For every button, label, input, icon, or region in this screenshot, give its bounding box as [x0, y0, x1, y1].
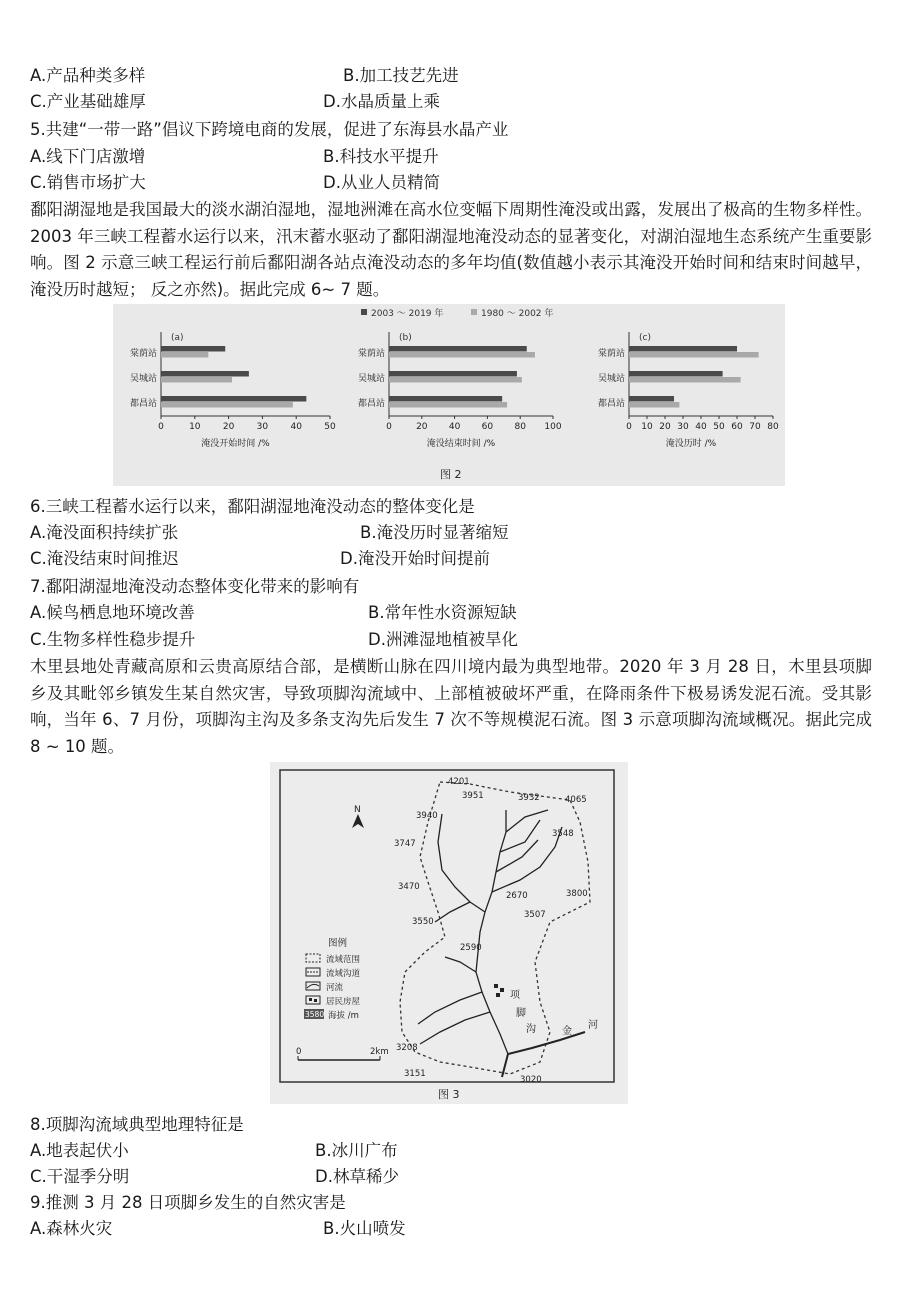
- tick-label: 40: [290, 422, 302, 432]
- tick-label: 0: [386, 422, 392, 432]
- tick-label: 0: [626, 422, 632, 432]
- elev-label: 2670: [506, 891, 528, 901]
- q8-option-d: D.林草稀少: [315, 1167, 399, 1186]
- q9-option-a: A.森林火灾: [30, 1219, 113, 1238]
- svg-text:N: N: [354, 805, 361, 815]
- bar: [161, 346, 225, 352]
- tick-label: 30: [256, 422, 269, 432]
- q7-stem: 7.鄱阳湖湿地淹没动态整体变化带来的影响有: [30, 577, 360, 596]
- elev-label: 3470: [398, 882, 420, 892]
- bar: [161, 402, 293, 408]
- elev-label: 3800: [566, 889, 588, 899]
- river-network: [418, 810, 562, 1054]
- q6-option-d: D.淹没开始时间提前: [340, 549, 490, 568]
- bar: [389, 352, 535, 358]
- elev-label: 3507: [524, 910, 546, 920]
- legend-item: 流域沟道: [326, 969, 361, 979]
- tick-label: 60: [731, 422, 743, 432]
- q8-stem: 8.项脚沟流域典型地理特征是: [30, 1115, 244, 1134]
- svg-text:沟: 沟: [526, 1024, 536, 1035]
- q6-stem: 6.三峡工程蓄水运行以来，鄱阳湖湿地淹没动态的整体变化是: [30, 497, 475, 516]
- tick-label: 80: [514, 422, 526, 432]
- elev-label: 3747: [394, 839, 416, 849]
- bar: [161, 396, 306, 402]
- elev-label: 2590: [460, 943, 482, 953]
- bar: [161, 377, 232, 383]
- q4-option-b: B.加工技艺先进: [343, 66, 459, 85]
- q5-option-b: B.科技水平提升: [323, 147, 439, 166]
- legend-item: 流域范围: [326, 955, 361, 965]
- q8-option-a: A.地表起伏小: [30, 1141, 129, 1160]
- q5-option-d: D.从业人员精简: [323, 173, 440, 192]
- figure-3-map: [270, 762, 628, 1104]
- bar: [629, 396, 674, 402]
- tick-label: 80: [767, 422, 779, 432]
- figure-3-caption: 图 3: [438, 1088, 460, 1101]
- station-label: 棠荫站: [597, 349, 625, 359]
- bar: [389, 402, 507, 408]
- q5-stem: 5.共建“一带一路”倡议下跨境电商的发展，促进了东海县水晶产业: [30, 120, 509, 139]
- tick-label: 0: [158, 422, 164, 432]
- legend-swatch-2003-2019: [361, 309, 367, 315]
- q4-option-c: C.产业基础雄厚: [30, 92, 146, 111]
- legend-label-1980-2002: 1980 ～ 2002 年: [481, 309, 554, 319]
- figure-2-caption: 图 2: [440, 468, 462, 481]
- tick-label: 50: [713, 422, 725, 432]
- figure-3: [270, 762, 628, 1104]
- station-label: 吴城站: [357, 374, 385, 384]
- station-label: 都昌站: [357, 399, 385, 409]
- legend-item: 河流: [326, 983, 344, 993]
- map-legend: [304, 937, 361, 1021]
- elev-label: 3208: [396, 1043, 418, 1053]
- elev-label: 3550: [412, 917, 434, 927]
- q6-option-b: B.淹没历时显著缩短: [360, 523, 509, 542]
- place-name-xiangjiao: [510, 989, 598, 1037]
- tick-label: 50: [324, 422, 336, 432]
- elev-label: 3020: [520, 1075, 542, 1085]
- tick-label: 100: [544, 422, 562, 432]
- legend-item: 居民房屋: [326, 997, 361, 1007]
- station-label: 吴城站: [597, 374, 625, 384]
- tick-label: 60: [481, 422, 494, 432]
- figure-2: [113, 304, 785, 486]
- q6-option-c: C.淹没结束时间推迟: [30, 549, 179, 568]
- axis-title: 淹没结束时间 /%: [426, 439, 496, 449]
- panel-label: (c): [639, 333, 651, 343]
- legend-sample: 3580: [305, 1010, 325, 1019]
- tick-label: 30: [677, 422, 689, 432]
- panel-label: (b): [399, 333, 412, 343]
- bar: [629, 377, 741, 383]
- legend-title: 图例: [328, 938, 348, 949]
- q7-option-b: B.常年性水资源短缺: [368, 603, 517, 622]
- tick-label: 20: [659, 422, 671, 432]
- q7-option-c: C.生物多样性稳步提升: [30, 630, 196, 649]
- q5-option-a: A.线下门店激增: [30, 147, 146, 166]
- elev-label: 3940: [416, 811, 438, 821]
- tick-label: 70: [749, 422, 761, 432]
- station-label: 都昌站: [597, 399, 625, 409]
- legend-item: 海拔 /m: [328, 1011, 359, 1021]
- q5-option-c: C.销售市场扩大: [30, 173, 146, 192]
- elev-label: 4201: [448, 777, 470, 787]
- elev-label: 3951: [462, 791, 484, 801]
- legend-swatch-1980-2002: [471, 309, 477, 315]
- tick-label: 40: [448, 422, 461, 432]
- station-label: 棠荫站: [129, 349, 157, 359]
- passage-poyang: 鄱阳湖湿地是我国最大的淡水湖泊湿地，湿地洲滩在高水位变幅下周期性淹没或出露，发展出了极高的生物多样性。2003 年三峡工程蓄水运行以来，汛末蓄水驱动了鄱阳湖湿地淹没动态的显著变化，对湖泊湿地生态系统产生重要影响。图 2 示意三峡工程运行前后鄱阳湖各站点淹没动态的多年均值(数值越小表示其淹没开始时间和结束时间越早，淹没历时越短； 反之亦然)。据此完成 6~ 7 题。: [30, 200, 872, 299]
- svg-text:0: 0: [296, 1047, 302, 1057]
- bar: [629, 371, 723, 377]
- elevation-labels: [394, 777, 588, 1085]
- svg-text:金: 金: [562, 1026, 572, 1037]
- svg-text:河: 河: [588, 1020, 598, 1031]
- north-arrow-icon: [352, 805, 364, 828]
- bar: [629, 352, 759, 358]
- elev-label: 3932: [518, 793, 540, 803]
- tick-label: 20: [222, 422, 235, 432]
- figure-2-chart: [113, 304, 785, 486]
- q9-stem: 9.推测 3 月 28 日项脚乡发生的自然灾害是: [30, 1193, 346, 1212]
- station-label: 都昌站: [129, 399, 157, 409]
- bar: [389, 371, 517, 377]
- q7-option-d: D.洲滩湿地植被旱化: [368, 630, 518, 649]
- q9-option-b: B.火山喷发: [323, 1219, 406, 1238]
- panel-label: (a): [171, 333, 184, 343]
- station-label: 棠荫站: [357, 349, 385, 359]
- station-label: 吴城站: [129, 374, 157, 384]
- tick-label: 40: [695, 422, 707, 432]
- q6-option-a: A.淹没面积持续扩张: [30, 523, 179, 542]
- elev-label: 4065: [565, 795, 587, 805]
- svg-text:项: 项: [510, 990, 520, 1001]
- elev-label: 3151: [404, 1069, 426, 1079]
- elev-label: 3548: [552, 829, 574, 839]
- axis-title: 淹没历时 /%: [665, 439, 717, 449]
- q4-option-d: D.水晶质量上乘: [323, 92, 440, 111]
- bar: [389, 346, 527, 352]
- scale-bar: [296, 1047, 389, 1060]
- svg-text:2km: 2km: [370, 1047, 389, 1057]
- passage-muli: 木里县地处青藏高原和云贵高原结合部，是横断山脉在四川境内最为典型地带。2020 年 3 月 28 日，木里县项脚乡及其毗邻乡镇发生某自然灾害，导致项脚沟流域中、上部植被破坏严重，在降雨条件下极易诱发泥石流。受其影响，当年 6、7 月份，项脚沟主沟及多条支沟先后发生 7 次不等规模泥石流。图 3 示意项脚沟流域概况。据此完成 8 ~ 10 题。: [30, 657, 872, 756]
- houses: [494, 984, 504, 997]
- bar: [629, 402, 679, 408]
- tick-label: 10: [189, 422, 201, 432]
- bar: [161, 352, 208, 358]
- bar: [389, 377, 522, 383]
- bar: [629, 346, 737, 352]
- axis-title: 淹没开始时间 /%: [201, 439, 270, 449]
- bar: [161, 371, 249, 377]
- q8-option-c: C.干湿季分明: [30, 1167, 130, 1186]
- q7-option-a: A.候鸟栖息地环境改善: [30, 603, 195, 622]
- legend-label-2003-2019: 2003 ～ 2019 年: [371, 309, 444, 319]
- q4-option-a: A.产品种类多样: [30, 66, 146, 85]
- svg-text:脚: 脚: [516, 1008, 526, 1019]
- tick-label: 10: [641, 422, 653, 432]
- jin-river: [502, 1032, 585, 1077]
- q8-option-b: B.冰川广布: [315, 1141, 398, 1160]
- bar: [389, 396, 502, 402]
- tick-label: 20: [416, 422, 428, 432]
